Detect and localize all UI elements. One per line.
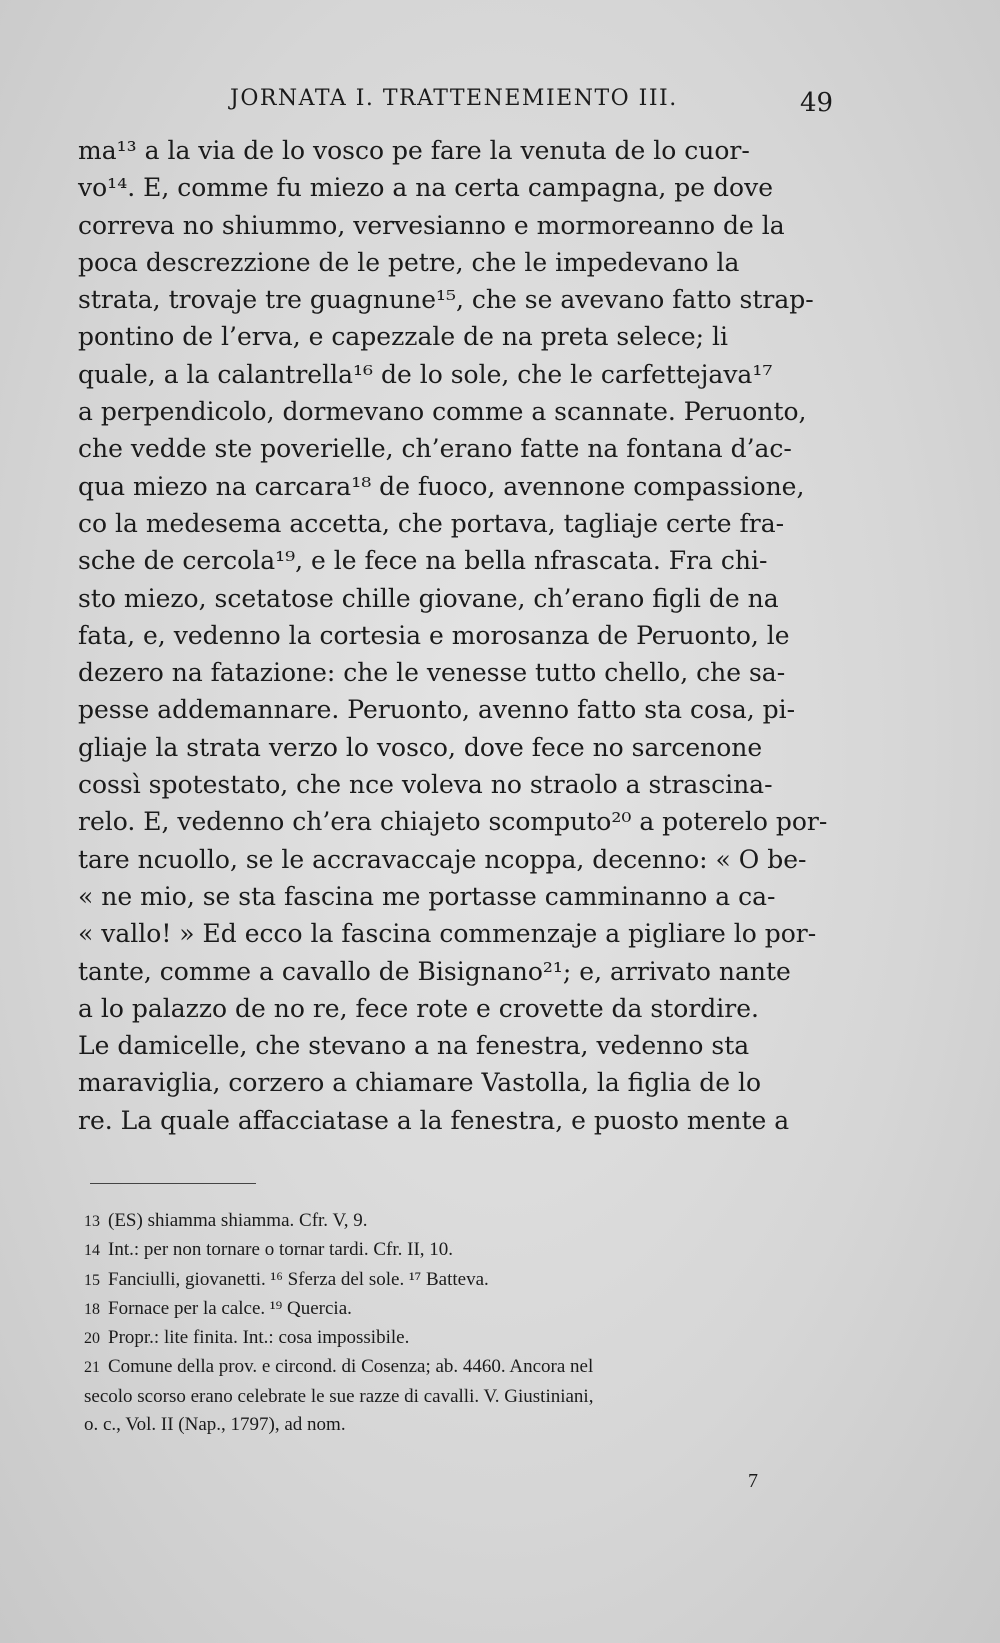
footnote-number: 21: [84, 1359, 100, 1377]
text-line: tante, comme a cavallo de Bisignano²¹; e, arrivato nante: [78, 956, 791, 986]
text-line: Le damicelle, che stevano a na fenestra, vedenno sta: [78, 1031, 750, 1061]
text-line: strata, trovaje tre guagnune¹⁵, che se avevano fatto strap-: [78, 285, 814, 315]
footnote-text: (ES) shiamma shiamma. Cfr. V, 9.: [108, 1210, 368, 1231]
text-line: co la medesema accetta, che portava, tagliaje certe fra-: [78, 508, 785, 538]
footnote-number: 15: [84, 1271, 100, 1289]
footnote: [84, 1324, 864, 1353]
footnote-number: 14: [84, 1242, 100, 1260]
text-line: pesse addemannare. Peruonto, avenno fatto sta cosa, pi-: [78, 695, 796, 725]
running-header: JORNATA I. TRATTENEMIENTO III.: [230, 86, 678, 111]
signature-mark: 7: [748, 1470, 758, 1492]
footnote-text: secolo scorso erano celebrate le sue razze di cavalli. V. Giustiniani,: [84, 1385, 594, 1407]
text-line: qua miezo na carcara¹⁸ de fuoco, avennone compassione,: [78, 471, 805, 501]
text-line: correva no shiummo, vervesianno e mormoreanno de la: [78, 210, 785, 240]
footnote: [84, 1295, 864, 1324]
text-line: dezero na fatazione: che le venesse tutto chello, che sa-: [78, 658, 786, 688]
text-line: re. La quale affacciatase a la fenestra, e puosto mente a: [78, 1105, 790, 1135]
footnote-number: 20: [84, 1330, 100, 1348]
text-line: a perpendicolo, dormevano comme a scannate. Peruonto,: [78, 397, 807, 427]
text-line: cossì spotestato, che nce voleva no straolo a strascina-: [78, 770, 773, 800]
footnote: [84, 1353, 864, 1382]
text-line: sto miezo, scetatose chille giovane, ch’erano figli de na: [78, 583, 779, 613]
text-line: tare ncuollo, se le accravaccaje ncoppa, decenno: « O be-: [78, 844, 807, 874]
text-line: a lo palazzo de no re, fece rote e crovette da stordire.: [78, 993, 759, 1023]
footnote-text: Int.: per non tornare o tornar tardi. Cfr. II, 10.: [108, 1239, 454, 1261]
footnote: [84, 1266, 864, 1295]
body-text: [78, 132, 848, 1139]
footnote-text: o. c., Vol. II (Nap., 1797), ad nom.: [84, 1414, 346, 1436]
text-line: quale, a la calantrella¹⁶ de lo sole, che le carfettejava¹⁷: [78, 359, 773, 389]
footnote-text: Comune della prov. e circond. di Cosenza; ab. 4460. Ancora nel: [108, 1356, 594, 1378]
text-line: vo¹⁴. E, comme fu miezo a na certa campagna, pe dove: [78, 173, 774, 203]
footnote-continuation: [84, 1383, 864, 1411]
text-line: maraviglia, corzero a chiamare Vastolla, la figlia de lo: [78, 1068, 761, 1098]
text-line: gliaje la strata verzo lo vosco, dove fece no sarcenone: [78, 732, 763, 762]
footnote-text: Fornace per la calce. ¹⁹ Quercia.: [108, 1297, 352, 1319]
text-line: ma¹³ a la via de lo vosco pe fare la venuta de lo cuor-: [78, 136, 750, 165]
footnote-text: Fanciulli, giovanetti. ¹⁶ Sferza del sole. ¹⁷ Batteva.: [108, 1268, 489, 1290]
footnote: [84, 1236, 864, 1265]
footnote-continuation: [84, 1411, 864, 1439]
footnote-number: 13: [84, 1213, 100, 1230]
footnote-number: 18: [84, 1300, 100, 1318]
page-number: 49: [800, 88, 834, 118]
text-line: fata, e, vedenno la cortesia e morosanza de Peruonto, le: [78, 620, 790, 650]
footnotes: [84, 1207, 864, 1439]
footnote-text: Propr.: lite finita. Int.: cosa impossibile.: [108, 1327, 410, 1349]
text-line: sche de cercola¹⁹, e le fece na bella nfrascata. Fra chi-: [78, 546, 768, 576]
text-line: che vedde ste poverielle, ch’erano fatte na fontana d’ac-: [78, 434, 792, 464]
text-line: « ne mio, se sta fascina me portasse camminanno a ca-: [78, 881, 776, 911]
footnote-divider: [90, 1183, 256, 1184]
text-line: poca descrezzione de le petre, che le impedevano la: [78, 247, 740, 277]
text-line: relo. E, vedenno ch’era chiajeto scomputo²⁰ a poterelo por-: [78, 807, 828, 837]
footnote: [84, 1207, 864, 1236]
text-line: « vallo! » Ed ecco la fascina commenzaje a pigliare lo por-: [78, 919, 817, 949]
text-line: pontino de l’erva, e capezzale de na preta selece; li: [78, 322, 728, 352]
